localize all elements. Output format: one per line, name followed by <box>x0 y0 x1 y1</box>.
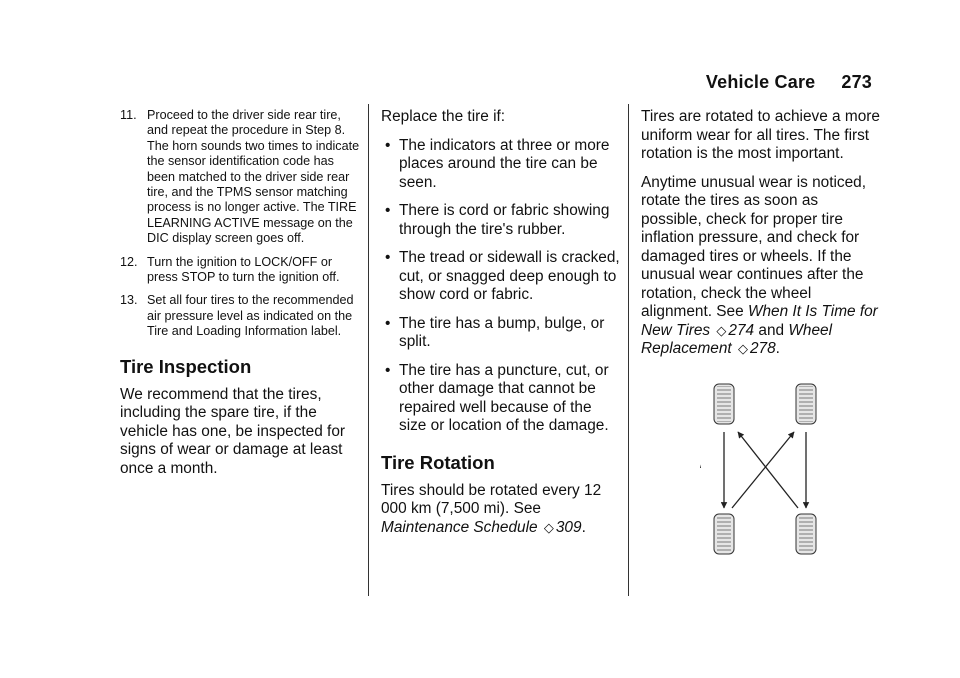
page-header <box>706 72 872 93</box>
bullet-icon: • <box>385 361 391 379</box>
rotation-arrow-icon <box>738 432 798 508</box>
section-title: Vehicle Care <box>705 72 816 92</box>
unusual-wear-text <box>641 174 881 359</box>
list-item <box>381 137 621 193</box>
tire-rotation-diagram <box>700 376 850 556</box>
wheel-replacement-page[interactable]: 278 <box>749 340 776 357</box>
rotation-purpose-text: Tires are rotated to achieve a more uniform wear for all tires. The first rotation is the most important. <box>641 108 880 162</box>
tire-inspection-text: We recommend that the tires, including the spare tire, if the vehicle has one, be inspected for signs of wear or damage at least once a month. <box>120 385 346 477</box>
step-text: Set all four tires to the recommended air pressure level as indicated on the Tire and Loading Information label. <box>147 293 354 339</box>
bullet-icon: • <box>385 136 391 154</box>
step-number: 11. <box>120 108 137 122</box>
step-text: Proceed to the driver side rear tire, and repeat the procedure in Step 8. The horn sounds two times to indicate the sensor identification code has been matched to the driver side rear tire, and the TPMS sensor matching process is no longer active. The TIRE LEARNING ACTIVE message on the DIC display screen goes off. <box>147 108 360 246</box>
sentence-period: . <box>581 518 586 536</box>
page-reference-icon: ◇ <box>716 322 727 338</box>
wheel-replacement-link[interactable]: Wheel Replacement <box>641 321 832 357</box>
rotation-arrow-icon <box>732 432 794 508</box>
step-12 <box>120 255 360 286</box>
list-item-text: The tire has a puncture, cut, or other damage that cannot be repaired well because of the size or location of the damage. <box>399 361 609 434</box>
list-item <box>381 315 621 352</box>
page-reference-icon: ◇ <box>737 341 748 356</box>
bullet-icon: • <box>385 314 391 332</box>
front-arrow-icon <box>700 450 701 482</box>
rotation-interval-text: Tires should be rotated every 12 000 km (7,500 mi). See <box>381 481 602 517</box>
step-number: 13. <box>120 293 138 308</box>
tire-icon <box>796 514 816 554</box>
list-item <box>381 362 621 436</box>
tire-rotation-text <box>381 482 621 538</box>
bullet-icon: • <box>385 249 391 266</box>
list-item-text: The tire has a bump, bulge, or split. <box>399 314 605 350</box>
tire-inspection-heading: Tire Inspection <box>120 355 252 377</box>
tire-icon <box>714 384 734 424</box>
list-item <box>381 202 621 239</box>
sentence-period: . <box>775 340 780 357</box>
page-number: 273 <box>841 72 872 92</box>
new-tires-page[interactable]: 274 <box>728 321 755 339</box>
maintenance-schedule-page[interactable]: 309 <box>555 518 582 536</box>
bullet-icon: • <box>385 202 391 219</box>
page-reference-icon: ◇ <box>543 519 554 535</box>
list-item-text: The indicators at three or more places around the tire can be seen. <box>399 136 610 191</box>
list-item <box>381 249 621 305</box>
column-divider <box>628 104 629 596</box>
step-11 <box>120 108 360 247</box>
column-1 <box>120 108 360 478</box>
maintenance-schedule-link[interactable]: Maintenance Schedule <box>381 518 538 536</box>
tire-rotation-heading: Tire Rotation <box>381 451 495 473</box>
new-tires-link[interactable]: When It Is Time for New Tires <box>641 303 878 339</box>
conjunction: and <box>758 321 785 339</box>
step-number: 12. <box>120 254 138 269</box>
unusual-wear-sentence: Anytime unusual wear is noticed, rotate the tires as soon as possible, check for proper tire inflation pressure, and check for damaged tires or wheels. If the unusual wear continues after the rotation, check the wheel alignment. See <box>641 173 866 320</box>
column-divider <box>368 104 369 596</box>
step-text: Turn the ignition to LOCK/OFF or press STOP to turn the ignition off. <box>147 254 340 285</box>
tire-icon <box>714 514 734 554</box>
list-item-text: The tread or sidewall is cracked, cut, or snagged deep enough to show cord or fabric. <box>399 249 620 303</box>
step-13 <box>120 293 360 339</box>
replace-list <box>381 137 621 436</box>
tire-icon <box>796 384 816 424</box>
replace-intro: Replace the tire if: <box>381 108 506 125</box>
column-3 <box>641 108 881 359</box>
list-item-text: There is cord or fabric showing through the tire's rubber. <box>399 202 610 238</box>
column-2 <box>381 108 621 537</box>
